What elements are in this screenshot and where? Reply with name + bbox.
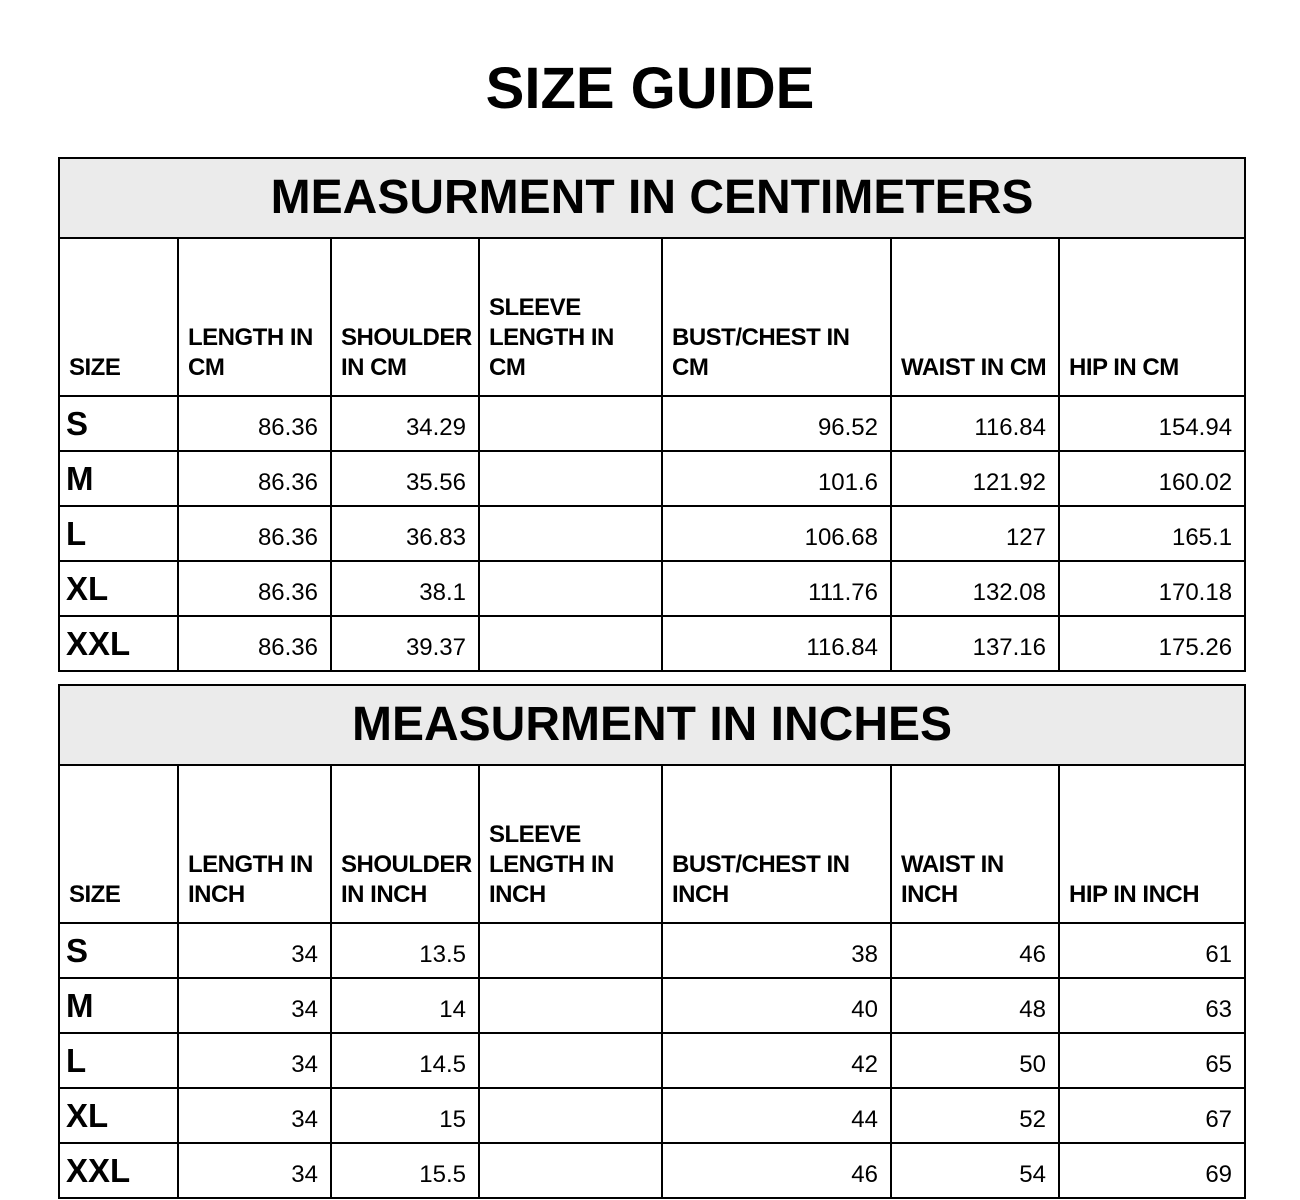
size-label: M — [59, 451, 178, 506]
measurement-cell — [479, 451, 662, 506]
column-header: LENGTH IN CM — [178, 238, 331, 396]
size-label: S — [59, 396, 178, 451]
measurement-cell: 111.76 — [662, 561, 891, 616]
measurement-cell: 38.1 — [331, 561, 479, 616]
size-label: XL — [59, 561, 178, 616]
measurement-cell: 50 — [891, 1033, 1059, 1088]
size-label: S — [59, 923, 178, 978]
measurement-cell: 127 — [891, 506, 1059, 561]
column-header: WAIST IN CM — [891, 238, 1059, 396]
column-header: SHOULDER IN INCH — [331, 765, 479, 923]
measurement-cell — [479, 561, 662, 616]
measurement-cell: 121.92 — [891, 451, 1059, 506]
measurement-cell: 44 — [662, 1088, 891, 1143]
measurement-cell — [479, 396, 662, 451]
measurement-cell — [479, 1143, 662, 1198]
measurement-cell: 175.26 — [1059, 616, 1245, 671]
column-header: LENGTH IN INCH — [178, 765, 331, 923]
measurement-cell: 34 — [178, 1088, 331, 1143]
column-header: BUST/CHEST IN CM — [662, 238, 891, 396]
column-header-row — [59, 238, 1245, 396]
measurement-cell: 40 — [662, 978, 891, 1033]
measurement-cell — [479, 506, 662, 561]
measurement-cell: 69 — [1059, 1143, 1245, 1198]
column-header: WAIST IN INCH — [891, 765, 1059, 923]
measurement-cell: 116.84 — [662, 616, 891, 671]
column-header: BUST/CHEST IN INCH — [662, 765, 891, 923]
table-row — [59, 978, 1245, 1033]
measurement-cell: 86.36 — [178, 396, 331, 451]
measurement-cell: 65 — [1059, 1033, 1245, 1088]
measurement-cell — [479, 1033, 662, 1088]
measurement-cell: 46 — [662, 1143, 891, 1198]
table-row — [59, 396, 1245, 451]
measurement-cell: 39.37 — [331, 616, 479, 671]
measurement-cell: 48 — [891, 978, 1059, 1033]
column-header: HIP IN INCH — [1059, 765, 1245, 923]
column-header: SLEEVE LENGTH IN INCH — [479, 765, 662, 923]
column-header: SLEEVE LENGTH IN CM — [479, 238, 662, 396]
measurement-cell: 137.16 — [891, 616, 1059, 671]
measurement-cell: 42 — [662, 1033, 891, 1088]
size-label: L — [59, 1033, 178, 1088]
measurement-cell: 165.1 — [1059, 506, 1245, 561]
table-row — [59, 506, 1245, 561]
page-title: SIZE GUIDE — [485, 56, 815, 121]
measurement-cell: 154.94 — [1059, 396, 1245, 451]
measurement-cell — [479, 978, 662, 1033]
measurement-cell: 14 — [331, 978, 479, 1033]
measurement-cell: 54 — [891, 1143, 1059, 1198]
measurement-cell: 160.02 — [1059, 451, 1245, 506]
measurement-cell: 86.36 — [178, 561, 331, 616]
measurement-cell: 34.29 — [331, 396, 479, 451]
table-row — [59, 451, 1245, 506]
column-header: SIZE — [59, 765, 178, 923]
table-row — [59, 1033, 1245, 1088]
measurement-cell: 34 — [178, 1033, 331, 1088]
table-row — [59, 561, 1245, 616]
measurement-cell: 96.52 — [662, 396, 891, 451]
measurement-cell: 15.5 — [331, 1143, 479, 1198]
size-table-centimeters — [58, 157, 1246, 672]
size-label: XL — [59, 1088, 178, 1143]
table-row — [59, 616, 1245, 671]
measurement-cell — [479, 616, 662, 671]
measurement-cell: 14.5 — [331, 1033, 479, 1088]
measurement-cell — [479, 1088, 662, 1143]
measurement-cell: 67 — [1059, 1088, 1245, 1143]
measurement-cell — [479, 923, 662, 978]
measurement-cell: 13.5 — [331, 923, 479, 978]
measurement-cell: 34 — [178, 1143, 331, 1198]
size-label: XXL — [59, 1143, 178, 1198]
column-header: SHOULDER IN CM — [331, 238, 479, 396]
measurement-cell: 38 — [662, 923, 891, 978]
measurement-cell: 86.36 — [178, 506, 331, 561]
table-row — [59, 1088, 1245, 1143]
measurement-cell: 86.36 — [178, 451, 331, 506]
column-header: HIP IN CM — [1059, 238, 1245, 396]
measurement-cell: 35.56 — [331, 451, 479, 506]
measurement-cell: 132.08 — [891, 561, 1059, 616]
size-label: XXL — [59, 616, 178, 671]
measurement-cell: 63 — [1059, 978, 1245, 1033]
measurement-cell: 46 — [891, 923, 1059, 978]
size-label: L — [59, 506, 178, 561]
measurement-cell: 170.18 — [1059, 561, 1245, 616]
section-title: MEASURMENT IN CENTIMETERS — [59, 158, 1245, 238]
measurement-cell: 116.84 — [891, 396, 1059, 451]
size-table-inches — [58, 684, 1246, 1199]
measurement-cell: 106.68 — [662, 506, 891, 561]
table-row — [59, 1143, 1245, 1198]
size-label: M — [59, 978, 178, 1033]
column-header: SIZE — [59, 238, 178, 396]
measurement-cell: 61 — [1059, 923, 1245, 978]
measurement-cell: 15 — [331, 1088, 479, 1143]
measurement-cell: 34 — [178, 978, 331, 1033]
table-row — [59, 923, 1245, 978]
measurement-cell: 36.83 — [331, 506, 479, 561]
column-header-row — [59, 765, 1245, 923]
measurement-cell: 101.6 — [662, 451, 891, 506]
measurement-cell: 34 — [178, 923, 331, 978]
measurement-cell: 52 — [891, 1088, 1059, 1143]
measurement-cell: 86.36 — [178, 616, 331, 671]
section-title: MEASURMENT IN INCHES — [59, 685, 1245, 765]
